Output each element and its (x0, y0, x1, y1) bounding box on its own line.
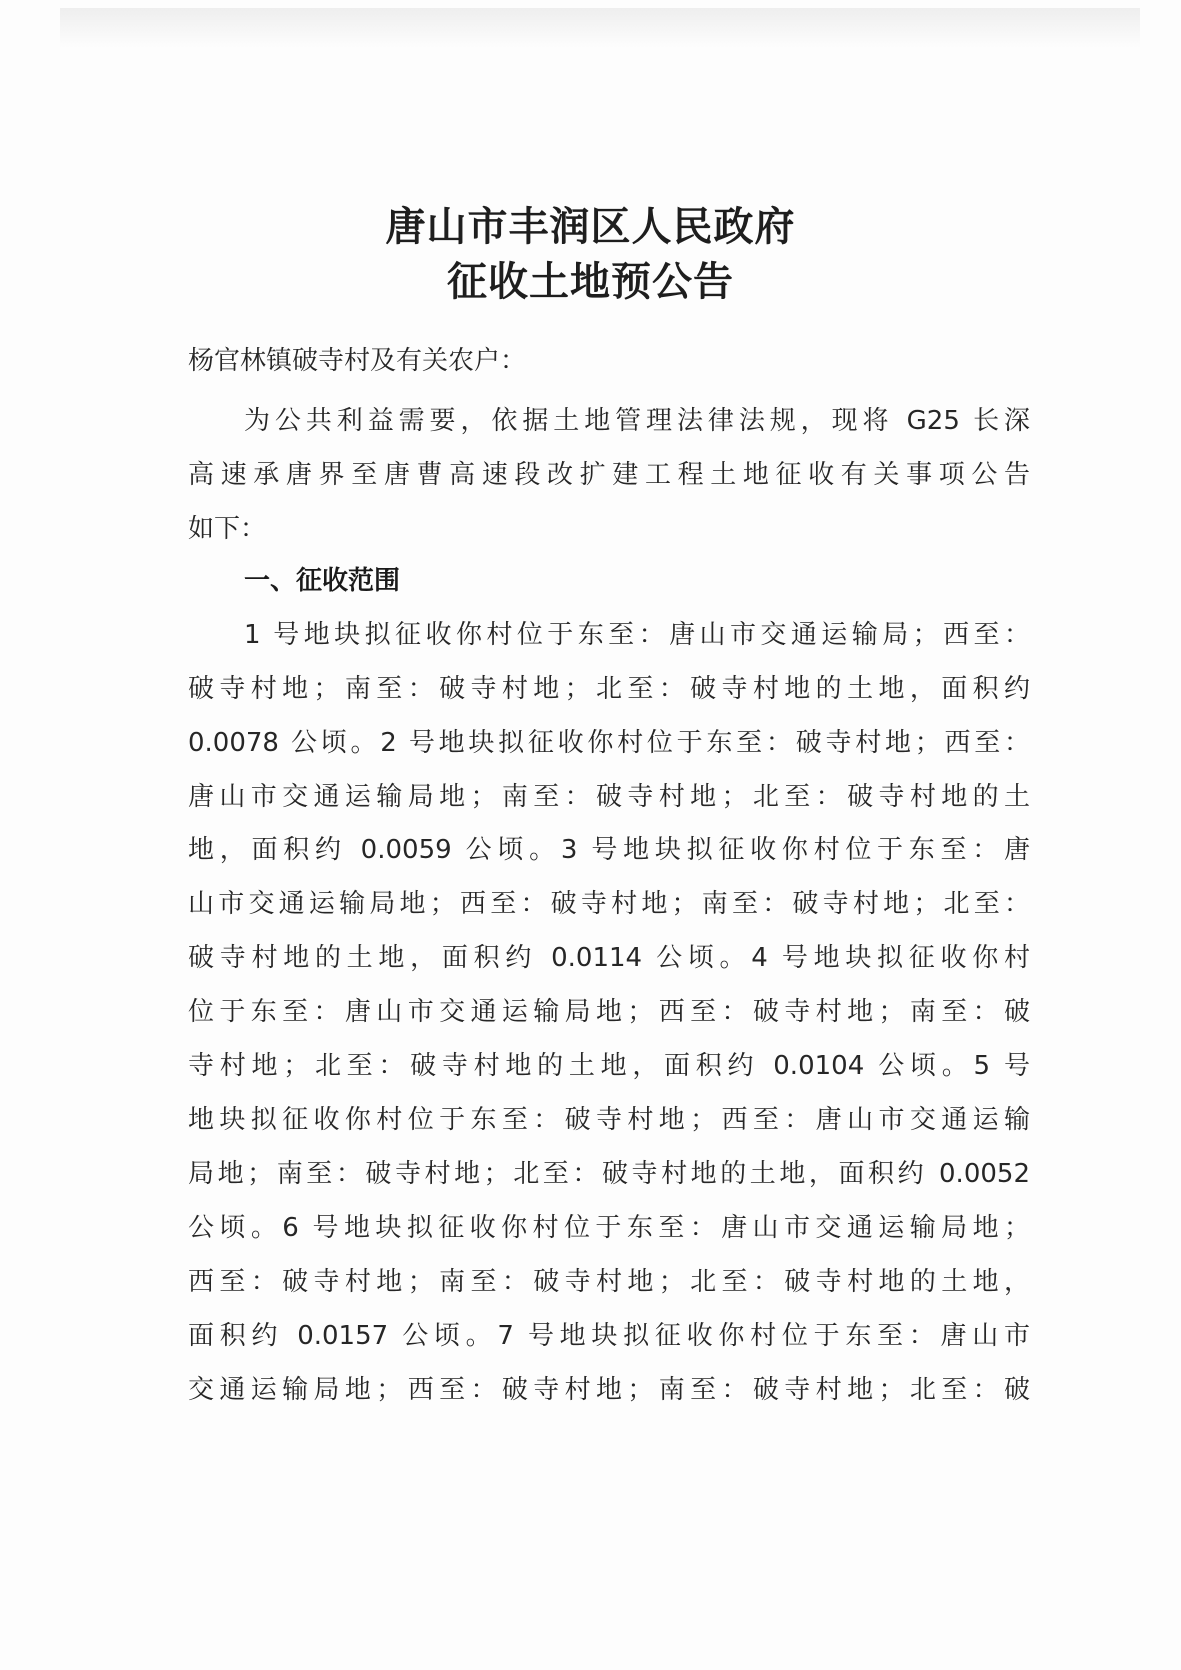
body-line: 局地；南至：破寺村地；北至：破寺村地的土地，面积约 0.0052 (188, 1159, 1030, 1189)
section-heading: 一、征收范围 (244, 566, 401, 596)
body-line: 位于东至：唐山市交通运输局地；西至：破寺村地；南至：破 (188, 997, 1030, 1027)
addressee: 杨官林镇破寺村及有关农户： (188, 346, 527, 376)
document-title-line2: 征收土地预公告 (447, 258, 734, 305)
body-line: 地，面积约 0.0059 公顷。3 号地块拟征收你村位于东至：唐 (188, 835, 1030, 865)
body-line: 西至：破寺村地；南至：破寺村地；北至：破寺村地的土地， (188, 1267, 1030, 1297)
scan-edge-shadow (60, 8, 1140, 48)
body-line: 面积约 0.0157 公顷。7 号地块拟征收你村位于东至：唐山市 (188, 1321, 1030, 1351)
body-line: 0.0078 公顷。2 号地块拟征收你村位于东至：破寺村地；西至： (188, 728, 1030, 758)
intro-line: 如下： (188, 514, 267, 544)
body-line: 公顷。6 号地块拟征收你村位于东至：唐山市交通运输局地； (188, 1213, 1030, 1243)
document-title-line1: 唐山市丰润区人民政府 (385, 203, 796, 250)
body-line: 1 号地块拟征收你村位于东至：唐山市交通运输局；西至： (244, 620, 1030, 650)
body-line: 破寺村地的土地，面积约 0.0114 公顷。4 号地块拟征收你村 (188, 943, 1030, 973)
body-line: 唐山市交通运输局地；南至：破寺村地；北至：破寺村地的土 (188, 782, 1030, 812)
body-line: 山市交通运输局地；西至：破寺村地；南至：破寺村地；北至： (188, 889, 1030, 919)
body-line: 破寺村地；南至：破寺村地；北至：破寺村地的土地，面积约 (188, 674, 1030, 704)
intro-line: 高速承唐界至唐曹高速段改扩建工程土地征收有关事项公告 (188, 460, 1030, 490)
intro-line: 为公共利益需要，依据土地管理法律法规，现将 G25 长深 (244, 406, 1030, 436)
body-line: 交通运输局地；西至：破寺村地；南至：破寺村地；北至：破 (188, 1375, 1030, 1405)
body-line: 寺村地；北至：破寺村地的土地，面积约 0.0104 公顷。5 号 (188, 1051, 1030, 1081)
body-line: 地块拟征收你村位于东至：破寺村地；西至：唐山市交通运输 (188, 1105, 1030, 1135)
